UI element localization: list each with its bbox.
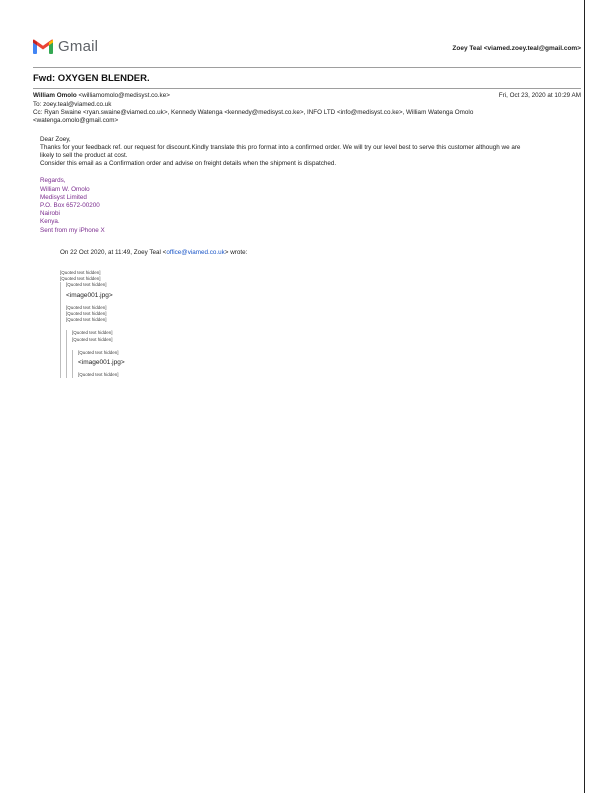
quote-bar (72, 350, 73, 379)
image-attachment-placeholder: <image001.jpg> (78, 359, 125, 367)
cc-line-cont: <watenga.omolo@gmail.com> (33, 117, 119, 125)
quoted-text-hidden[interactable]: [Quoted text hidden] (66, 304, 107, 310)
header (33, 38, 581, 60)
quoted-text-hidden[interactable]: [Quoted text hidden] (78, 349, 119, 355)
body-text: likely to sell the product at cost. (40, 152, 128, 160)
gmail-logo (33, 38, 98, 55)
email-body (40, 136, 581, 235)
signature-line: P.O. Box 6572-00200 (40, 202, 100, 210)
quoted-text-hidden[interactable]: [Quoted text hidden] (72, 336, 113, 342)
sender-line (33, 92, 581, 101)
quote-attribution: On 22 Oct 2020, at 11:49, Zoey Teal <office@viamed.co.uk> wrote: (60, 248, 248, 256)
signature-line: Nairobi (40, 210, 60, 218)
quote-bar (60, 282, 61, 378)
sender-name: William Omolo (33, 92, 77, 99)
sent-date: Fri, Oct 23, 2020 at 10:29 AM (498, 92, 581, 99)
quoted-text-hidden[interactable]: [Quoted text hidden] (72, 330, 113, 336)
signature-line: Medisyst Limited (40, 193, 87, 201)
account-email: Zoey Teal <viamed.zoey.teal@gmail.com> (452, 45, 581, 52)
gmail-m-icon (33, 39, 53, 54)
signature-line: William W. Omolo (40, 185, 90, 193)
email-subject: Fwd: OXYGEN BLENDER. (33, 73, 150, 84)
signature-line: Regards, (40, 177, 66, 185)
quote-level-3 (72, 350, 125, 379)
quote-level-2 (66, 330, 125, 378)
quoted-text-hidden[interactable]: [Quoted text hidden] (66, 311, 107, 317)
quoted-text-hidden[interactable]: [Quoted text hidden] (60, 270, 101, 275)
sender-email: <williamomolo@medisyst.co.ke> (78, 92, 170, 99)
signature-line: Kenya. (40, 218, 60, 226)
quoted-text-hidden[interactable]: [Quoted text hidden] (66, 317, 107, 323)
image-attachment-placeholder: <image001.jpg> (66, 291, 113, 299)
signature (40, 177, 581, 234)
body-text: Consider this email as a Confirmation order and advise on freight details when the shipment is dispatched. (40, 160, 337, 168)
to-line: To: zoey.teal@viamed.co.uk (33, 101, 112, 108)
email-message (33, 92, 581, 257)
quoted-sender-email-link[interactable]: office@viamed.co.uk (166, 248, 225, 256)
quoted-text-hidden[interactable]: [Quoted text hidden] (60, 276, 101, 282)
signature-line: Sent from my iPhone X (40, 226, 105, 234)
quote-bar (66, 330, 67, 378)
body-text: Thanks for your feedback ref. our request for discount.Kindly translate this pro format into a confirmed order. We will try our level best to serve this customer although we are (40, 143, 521, 151)
cc-line: Cc: Ryan Swaine <ryan.swaine@viamed.co.uk>, Kennedy Watenga <kennedy@medisyst.co.ke>, INFO LTD <info@medisyst.co.ke>, William Watenga Omolo (33, 109, 474, 117)
quoted-thread (60, 270, 125, 378)
quoted-text-hidden[interactable]: [Quoted text hidden] (66, 282, 107, 288)
right-margin-rule (584, 0, 585, 793)
divider (33, 67, 581, 68)
greeting: Dear Zoey, (40, 135, 71, 143)
quoted-text-hidden[interactable]: [Quoted text hidden] (78, 372, 119, 378)
brand-name: Gmail (58, 38, 99, 55)
quote-level-1 (60, 282, 125, 378)
divider (33, 88, 581, 89)
